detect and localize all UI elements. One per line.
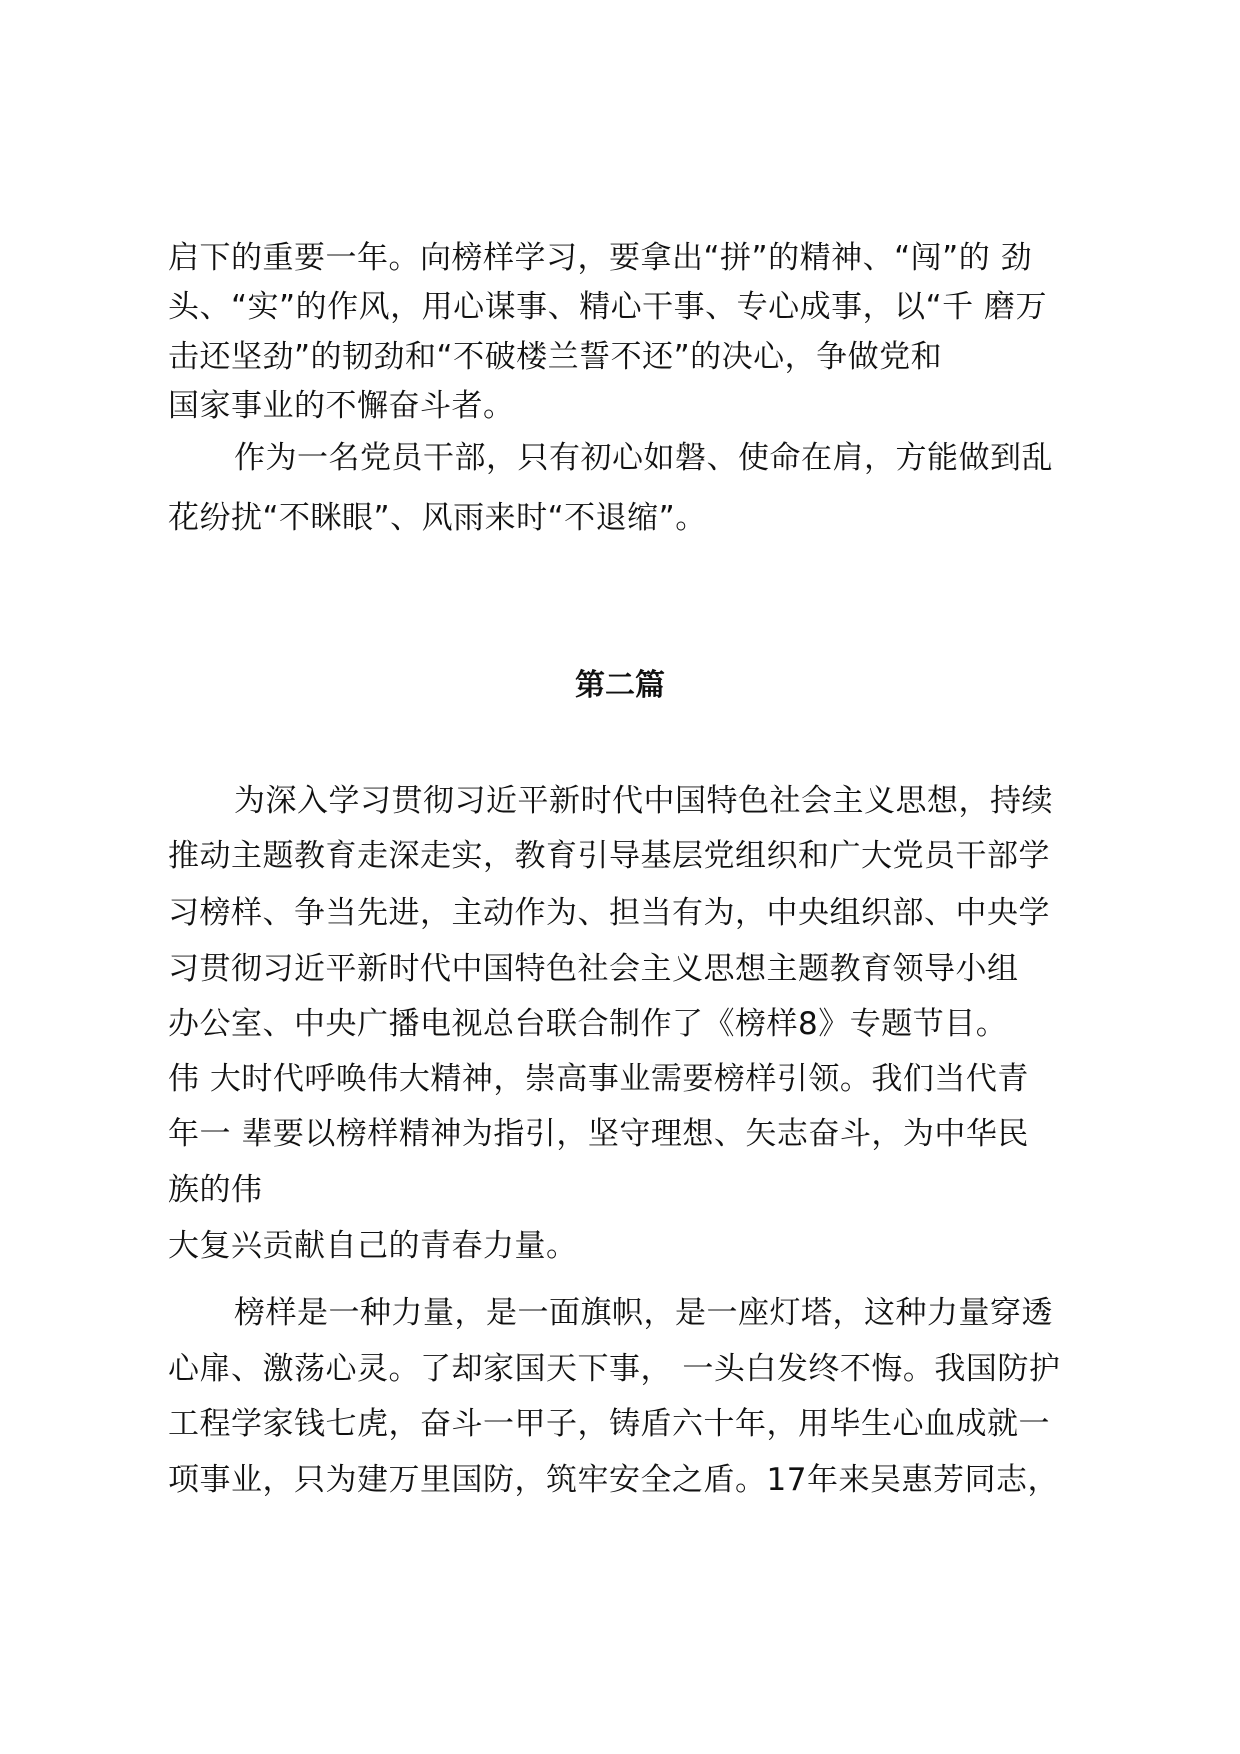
paragraph-line: 年一 辈要以榜样精神为指引，坚守理想、矢志奋斗，为中华民 (168, 1116, 1029, 1152)
paragraph-line: 项事业，只为建万里国防，筑牢安全之盾。17年来吴惠芳同志， (168, 1462, 1059, 1498)
paragraph-line: 国家事业的不懈奋斗者。 (168, 388, 515, 424)
paragraph-line: 头、“实”的作风，用心谋事、精心干事、专心成事，以“千 磨万 (168, 289, 1048, 325)
paragraph-line: 榜样是一种力量，是一面旗帜，是一座灯塔，这种力量穿透 (234, 1295, 1053, 1331)
paragraph-line: 习贯彻习近平新时代中国特色社会主义思想主题教育领导小组 (168, 951, 1019, 987)
paragraph-line: 习榜样、争当先进，主动作为、担当有为，中央组织部、中央学 (168, 895, 1050, 931)
section-heading: 第二篇 (575, 668, 665, 703)
paragraph-line: 花纷扰“不眯眼”、风雨来时“不退缩”。 (168, 500, 707, 536)
paragraph-line: 击还坚劲”的韧劲和“不破楼兰誓不还”的决心，争做党和 (168, 339, 943, 375)
paragraph-line: 工程学家钱七虎，奋斗一甲子，铸盾六十年，用毕生心血成就一 (168, 1406, 1050, 1442)
paragraph-line: 大复兴贡献自己的青春力量。 (168, 1228, 578, 1264)
paragraph-line: 启下的重要一年。向榜样学习，要拿出“拼”的精神、“闯”的 劲 (168, 240, 1033, 276)
paragraph-line: 为深入学习贯彻习近平新时代中国特色社会主义思想，持续 (234, 783, 1053, 819)
paragraph-line: 办公室、中央广播电视总台联合制作了《榜样8》专题节目。 (168, 1006, 1008, 1042)
paragraph-line: 心扉、激荡心灵。了却家国天下事， 一头白发终不悔。我国防护 (168, 1351, 1061, 1387)
paragraph-line: 作为一名党员干部，只有初心如磐、使命在肩，方能做到乱 (234, 440, 1053, 476)
paragraph-line: 推动主题教育走深走实，教育引导基层党组织和广大党员干部学 (168, 838, 1050, 874)
paragraph-line: 族的伟 (168, 1172, 263, 1208)
paragraph-line: 伟 大时代呼唤伟大精神，崇高事业需要榜样引领。我们当代青 (168, 1061, 1029, 1097)
